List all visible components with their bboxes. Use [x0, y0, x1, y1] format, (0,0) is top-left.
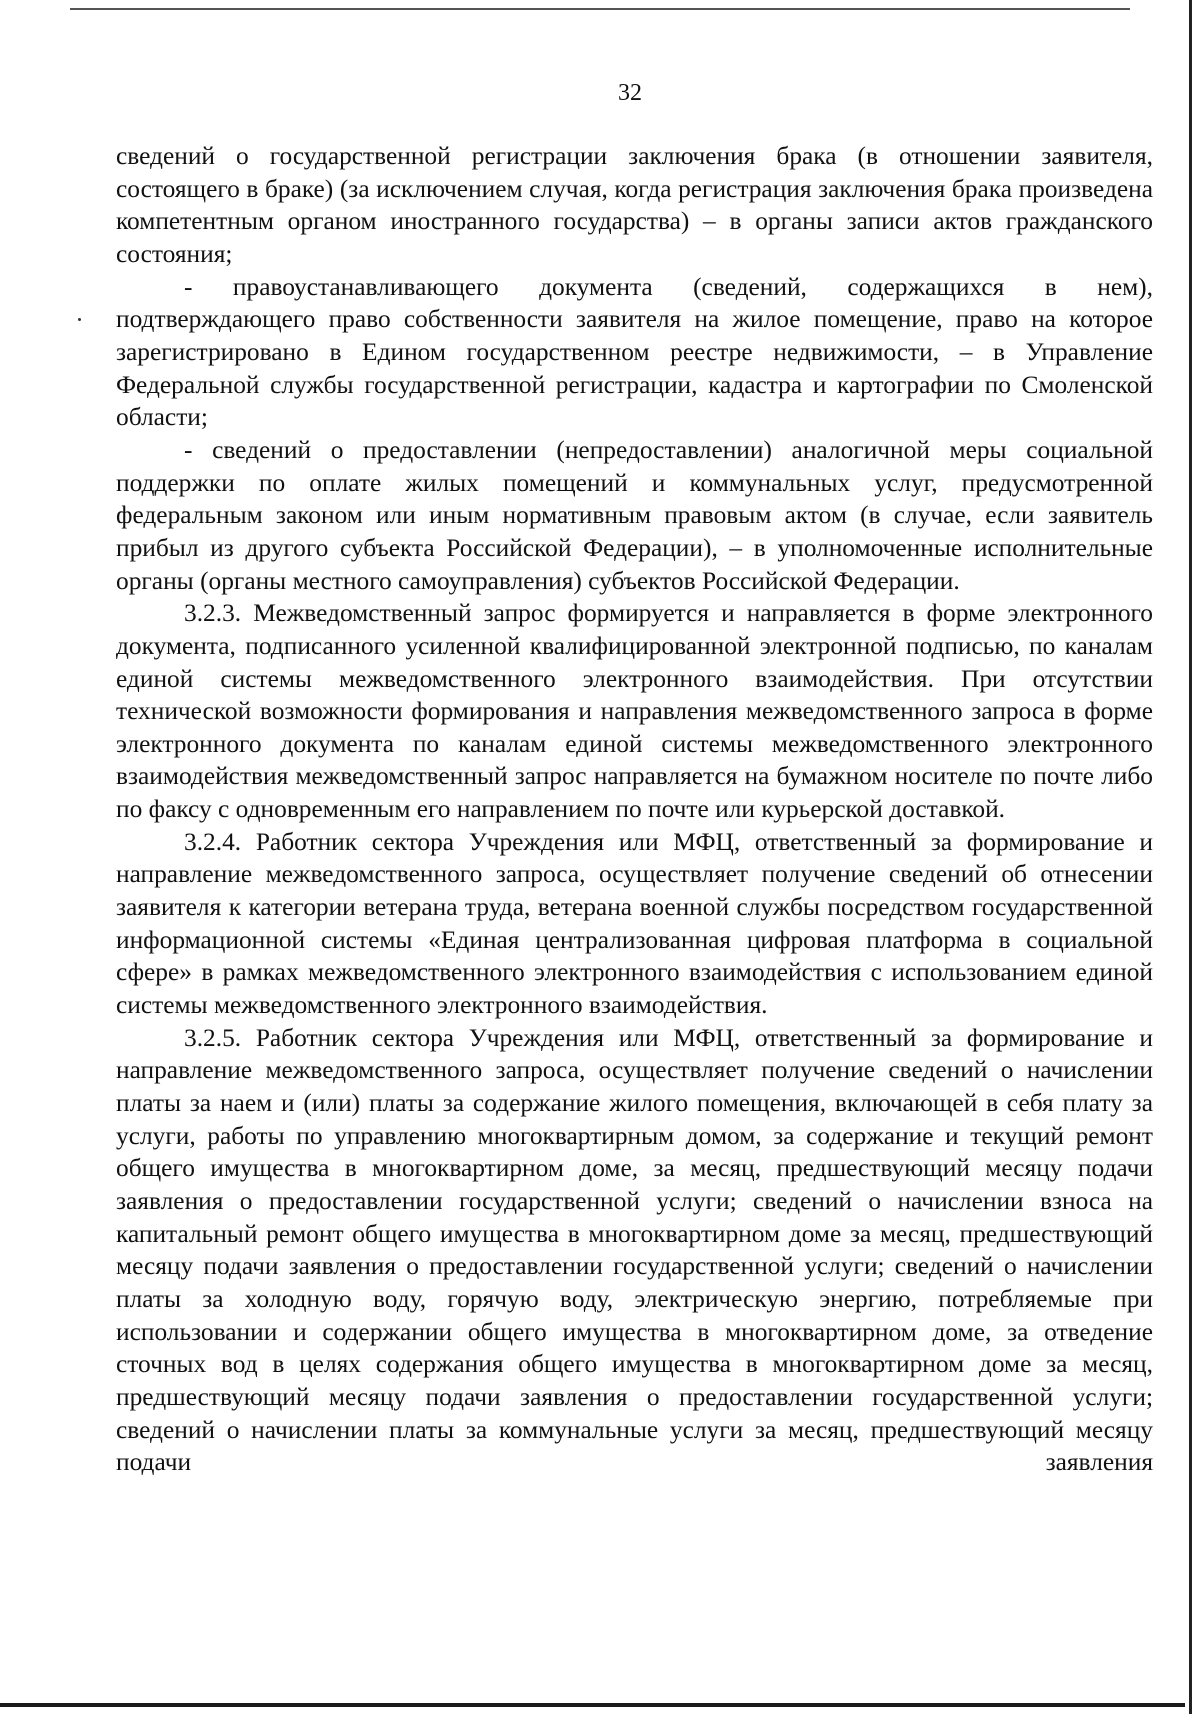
paragraph-3-2-5: 3.2.5. Работник сектора Учреждения или МФЦ, ответственный за формирование и направление межведомственного запроса, осуществляет получение сведений о начислении платы за наем и (или) платы за содержание жилого помещения, включающей в себя плату за услуги, работы по управлению многоквартирным домом, за содержание и текущий ремонт общего имущества в многоквартирном доме, за месяц, предшествующий месяцу подачи заявления о предоставлении государственной услуги; сведений о начислении взноса на капитальный ремонт общего имущества в многоквартирном доме за месяц, предшествующий месяцу подачи заявления о предоставлении государственной услуги; сведений о начислении платы за холодную воду, горячую воду, электрическую энергию, потребляемые при использовании и содержании общего имущества в многоквартирном доме, за отведение сточных вод в целях содержания общего имущества в многоквартирном доме за месяц, предшествующий месяцу подачи заявления о предоставлении государственной услуги; сведений о начислении платы за коммунальные услуги за месяц, предшествующий месяцу подачи заявления	[116, 1023, 1153, 1477]
document-body	[116, 140, 1153, 1479]
scan-speck	[78, 318, 81, 321]
page-number: 32	[618, 80, 642, 106]
paragraph-3-2-4: 3.2.4. Работник сектора Учреждения или МФЦ, ответственный за формирование и направление межведомственного запроса, осуществляет получение сведений об отнесении заявителя к категории ветерана труда, ветерана военной службы посредством государственной информационной системы «Единая централизованная цифровая платформа в социальной сфере» в рамках межведомственного электронного взаимодействия с использованием единой системы межведомственного электронного взаимодействия.	[116, 827, 1153, 1020]
paragraph-marriage-records: сведений о государственной регистрации заключения брака (в отношении заявителя, состоящего в браке) (за исключением случая, когда регистрация заключения брака произведена компетентным органом иностранного государства) – в органы записи актов гражданского состояния;	[116, 142, 1153, 268]
paragraph-property-title: - правоустанавливающего документа (сведений, содержащихся в нем), подтверждающего право собственности заявителя на жилое помещение, право на которое зарегистрировано в Едином государственном реестре недвижимости, – в Управление Федеральной службы государственной регистрации, кадастра и картографии по Смоленской области;	[116, 272, 1153, 432]
paragraph-3-2-3: 3.2.3. Межведомственный запрос формируется и направляется в форме электронного документа, подписанного усиленной квалифицированной электронной подписью, по каналам единой системы межведомственного электронного взаимодействия. При отсутствии технической возможности формирования и направления межведомственного запроса в форме электронного документа по каналам единой системы межведомственного электронного взаимодействия межведомственный запрос направляется на бумажном носителе по почте либо по факсу с одновременным его направлением по почте или курьерской доставкой.	[116, 599, 1153, 824]
scan-border-bottom	[0, 1703, 1185, 1707]
scan-border-right	[1189, 0, 1192, 1714]
scan-border-top	[70, 8, 1130, 10]
paragraph-support-measure: - сведений о предоставлении (непредоставлении) аналогичной меры социальной поддержки по оплате жилых помещений и коммунальных услуг, предусмотренной федеральным законом или иным нормативным правовым актом (в случае, если заявитель прибыл из другого субъекта Российской Федерации), – в уполномоченные исполнительные органы (органы местного самоуправления) субъектов Российской Федерации.	[116, 435, 1153, 595]
